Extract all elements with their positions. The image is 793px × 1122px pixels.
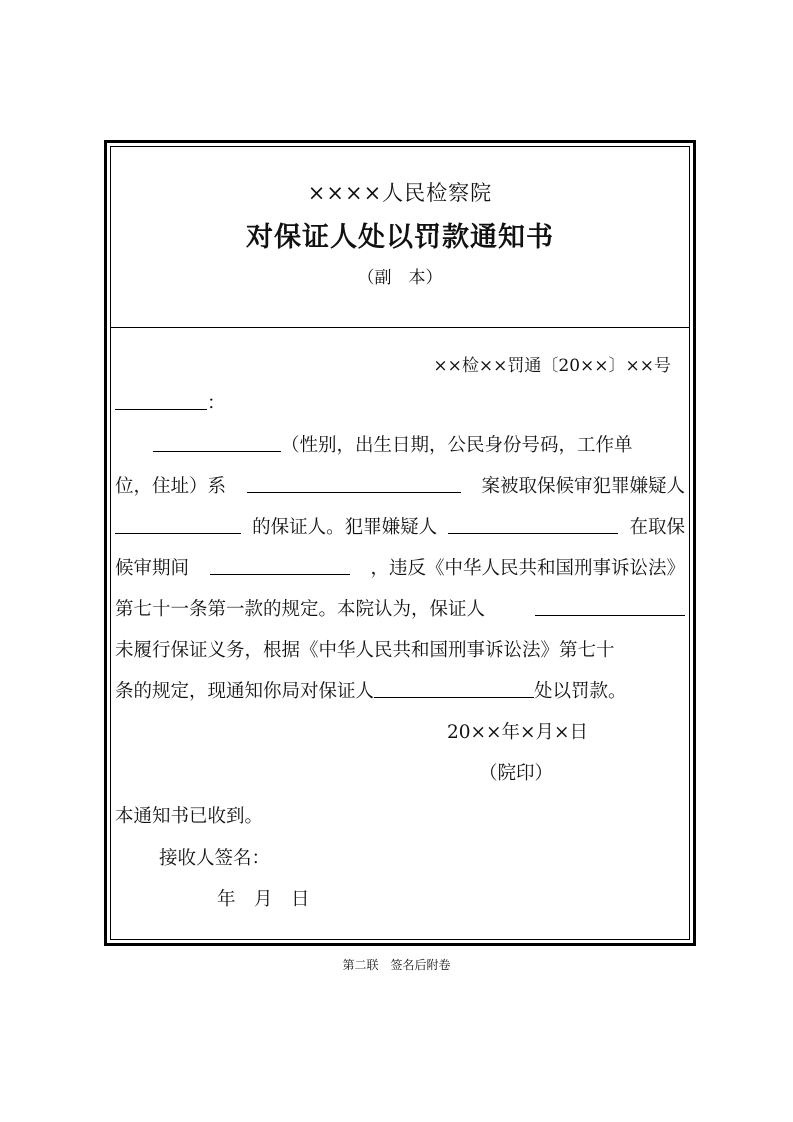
form-header: [111, 147, 689, 328]
seal-label: （院印）: [479, 763, 554, 784]
paragraph-text: 第七十一条第一款的规定。本院认为，保证人: [115, 599, 486, 620]
paragraph-line-5: [115, 595, 685, 621]
suspect-blank-2[interactable]: [448, 513, 618, 534]
paragraph-line-2: [115, 472, 685, 498]
paragraph-line-3: [115, 513, 685, 539]
paragraph-text: 处以罚款。: [534, 681, 627, 702]
form-frame: [104, 140, 696, 946]
paragraph-text: 案被取保候审犯罪嫌疑人: [481, 476, 685, 497]
signature-line: [159, 844, 685, 870]
form-body: [111, 327, 689, 939]
paragraph-line-7: [115, 677, 685, 703]
receipt-line: [115, 802, 685, 828]
paragraph-text: 在取保: [629, 517, 685, 538]
receipt-date-label: 年 月 日: [217, 889, 310, 910]
guarantor-blank[interactable]: [535, 595, 685, 616]
paragraph-text: 位，住址）系: [115, 476, 227, 497]
case-name-blank[interactable]: [247, 472, 461, 493]
paragraph-text: ，违反《中华人民共和国刑事诉讼法》: [370, 558, 685, 579]
paragraph-line-1: [153, 431, 685, 457]
paragraph-text: 条的规定，现通知你局对保证人: [115, 681, 375, 702]
issue-date: 20××年×月×日: [447, 722, 589, 743]
salutation-colon: ：: [207, 393, 226, 414]
copy-footer: 第二联 签名后附卷: [342, 958, 451, 972]
paragraph-line-4: [115, 554, 685, 580]
receipt-date-line: [217, 885, 685, 911]
copy-label: （副 本）: [357, 268, 443, 288]
receipt-text: 本通知书已收到。: [115, 806, 264, 827]
document-number: ××检××罚通〔20××〕××号: [433, 356, 671, 376]
guarantor-name-blank[interactable]: [153, 431, 281, 452]
signature-label: 接收人签名：: [159, 848, 271, 869]
paragraph-text: 候审期间: [115, 558, 190, 579]
addressee-blank[interactable]: [115, 389, 207, 410]
document-title: 对保证人处以罚款通知书: [246, 222, 554, 253]
paragraph-text: 未履行保证义务，根据《中华人民共和国刑事诉讼法》第七十: [115, 640, 615, 661]
paragraph-text: （性别，出生日期，公民身份号码，工作单: [281, 435, 633, 456]
form-inner-border: [110, 146, 690, 940]
paragraph-text: 的保证人。犯罪嫌疑人: [252, 517, 438, 538]
fine-guarantor-blank[interactable]: [374, 677, 534, 698]
paragraph-line-6: [115, 636, 685, 662]
violation-blank[interactable]: [210, 554, 350, 575]
agency-name: ××××人民检察院: [307, 181, 493, 205]
salutation-line: [115, 389, 685, 415]
suspect-blank-1[interactable]: [115, 513, 241, 534]
